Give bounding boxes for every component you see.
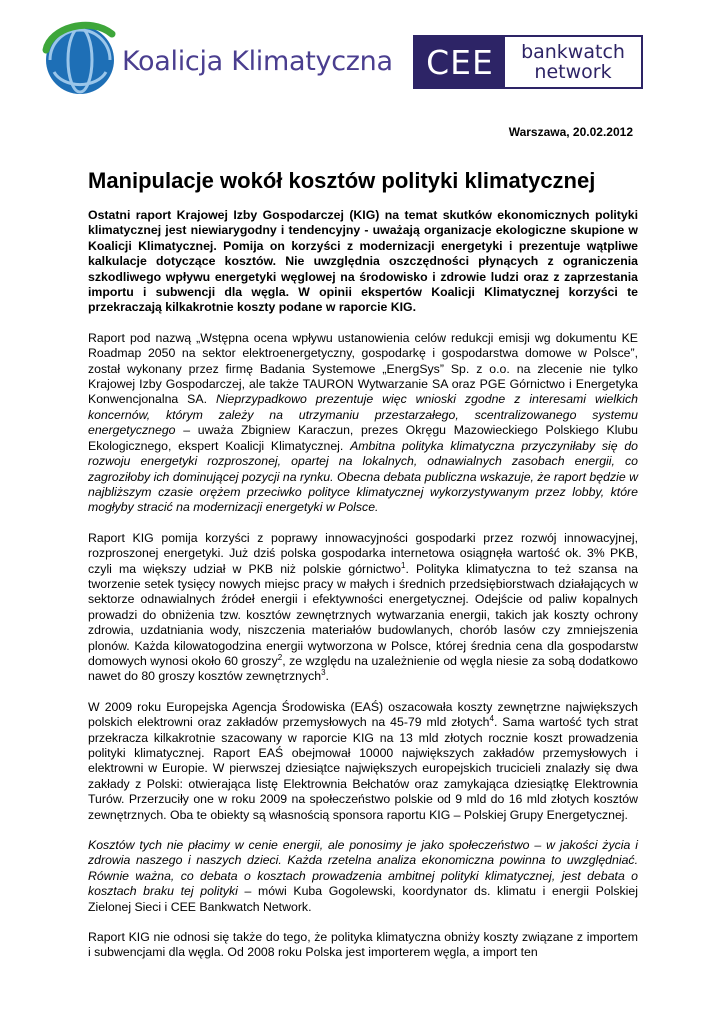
- paragraph-4: [88, 700, 638, 823]
- paragraph-4-text-b: . Sama wartość tych strat przekracza kilkakrotnie szacowany w raporcie KIG na 13 mld złotych rocznie koszt prowadzenia polityki klimatycznej. Raport EAŚ obejmował 10000 największych zakładów przemysłowych i elektrowni w Europie. W pierwszej dziesiątce największych europejskich trucicieli znalazły się dwa zakłady z Polski: otwierająca listę Elektrownia Bełchatów oraz zamykająca dziesiątkę Elektrownia Turów. Przerzuciły one w roku 2009 na społeczeństwo polskie od 9 mld do 16 mld złotych kosztów zewnętrznych. Oba te obiekty są własnością sponsora raportu KIG – Polskiej Grupy Energetycznej.: [88, 715, 638, 822]
- lead-paragraph: Ostatni raport Krajowej Izby Gospodarczej (KIG) na temat skutków ekonomicznych polityki klimatycznej jest niewiarygodny i tendencyjny - uważają organizacje ekologiczne skupione w Koalicji Klimatycznej. Pomija on korzyści z modernizacji energetyki i prezentuje wątpliwe kalkulacje dotyczące kosztów. Nie uwzględnia oszczędności płynących z ograniczenia szkodliwego wpływu energetyki węglowej na środowisko i zdrowie ludzi oraz z zaprzestania importu i subwencji dla węgla. W opinii ekspertów Koalicji Klimatycznej korzyści te przekraczają kilkakrotnie koszty podane w raporcie KIG.: [88, 208, 638, 315]
- paragraph-3-text-b: . Polityka klimatyczna to też szansa na tworzenie setek tysięcy nowych miejsc pracy w małych i średnich przedsiębiorstwach działających w sektorze odnawialnych źródeł energii i efektywności energetycznej. Odejście od paliw kopalnych prowadzi do obniżenia tzw. kosztów zewnętrznych wytwarzania energii, takich jak koszty ochrony zdrowia, uzdatniania wody, niszczenia materiałów budowlanych, chorób lasów czy zmniejszenia plonów. Każda kilowatogodzina energii wytworzona w Polsce, której średnia cena dla gospodarstw domowych wynosi około 60 groszy: [88, 561, 638, 668]
- footnote-ref-2[interactable]: 2: [277, 652, 283, 662]
- paragraph-2-text-a: Raport pod nazwą „Wstępna ocena wpływu ustanowienia celów redukcji emisji wg dokumentu KE Roadmap 2050 na sektor elektroenergetyczny, gospodarkę i gospodarstwa domowe w Polsce”, został wykonany przez firmę Badania Systemowe „EnergSys” Sp. z o.o. na zlecenie nie tylko Krajowej Izby Gospodarczej, ale także TAURON Wytwarzanie SA oraz PGE Górnictwo i Energetyka Konwencjonalna SA.: [88, 330, 638, 407]
- koalicja-klimatyczna-logo: [40, 20, 393, 100]
- logo-right-abbr: CEE: [415, 37, 505, 87]
- paragraph-2: [88, 331, 638, 516]
- paragraph-6: Raport KIG nie odnosi się także do tego, że polityka klimatyczna obniży koszty związane z importem i subwencjami dla węgla. Od 2008 roku Polska jest importerem węgla, a import ten: [88, 930, 638, 960]
- paragraph-3-text-a: Raport KIG pomija korzyści z poprawy innowacyjności gospodarki przez rozwój innowacyjnej, rozproszonej energetyki. Już dziś polska gospodarka internetowa osiągnęła wartość ok. 3% PKB, czyli ma większy udział w PKB niż polskie górnictwo: [88, 530, 638, 576]
- logo-left-text: Koalicja Klimatyczna: [122, 46, 393, 77]
- document-body: [88, 208, 638, 976]
- footnote-ref-3[interactable]: 3: [321, 668, 326, 678]
- paragraph-5: [88, 838, 638, 915]
- paragraph-2-text-b: – uważa Zbigniew Karaczun, prezes Okręgu Mazowieckiego Polskiego Klubu Ekologicznego, ekspert Koalicji Klimatycznej.: [88, 423, 638, 453]
- logo-right-line2: network: [534, 61, 612, 83]
- logo-right-line1: bankwatch: [521, 41, 625, 63]
- paragraph-2-quote-b: Ambitna polityka klimatyczna przyczyniłaby się do rozwoju energetyki rozproszonej, opartej na lokalnych, odnawialnych zasobach energii, co zagroziłoby ich dominującej pozycji na rynku. Obecna debata publiczna wskazuje, że raport będzie w najbliższym czasie orężem przeciwko polityce klimatycznej wykorzystywanym przez lobby, które mogłyby stracić na modernizacji energetyki w Polsce.: [88, 438, 638, 515]
- logo-right-wordmark: [505, 37, 641, 87]
- paragraph-5-quote: Kosztów tych nie płacimy w cenie energii, ale ponosimy je jako społeczeństwo – w jakości życia i zdrowia naszego i naszych dzieci. Każda rzetelna analiza ekonomiczna powinna to uwzględniać. Równie ważna, co debata o kosztach prowadzenia ambitnej polityki klimatycznej, jest debata o kosztach braku tej polityki: [88, 838, 638, 899]
- paragraph-3-text-d: .: [325, 669, 329, 684]
- document-date: Warszawa, 20.02.2012: [508, 125, 633, 139]
- footnote-ref-4[interactable]: 4: [489, 714, 494, 724]
- page-title: Manipulacje wokół kosztów polityki klimatycznej: [88, 168, 596, 193]
- cee-bankwatch-logo: [413, 35, 643, 89]
- paragraph-3-text-c: , ze względu na uzależnienie od węgla niesie za sobą dodatkowo nawet do 80 groszy kosztów zewnętrznych: [88, 653, 638, 684]
- globe-icon: [40, 20, 120, 100]
- footnote-ref-1[interactable]: 1: [401, 560, 406, 570]
- paragraph-4-text-a: W 2009 roku Europejska Agencja Środowiska (EAŚ) oszacowała koszty zewnętrzne największych polskich elektrowni oraz zakładów przemysłowych na 45-79 mld złotych: [88, 699, 638, 730]
- paragraph-2-quote-a: Nieprzypadkowo prezentuje więc wnioski zgodne z interesami wielkich koncernów, którym zależy na utrzymaniu przestarzałego, scentralizowanego systemu energetycznego: [88, 392, 638, 438]
- paragraph-3: [88, 531, 638, 685]
- paragraph-5-text: – mówi Kuba Gogolewski, koordynator ds. klimatu i energii Polskiej Zielonej Sieci i CEE Bankwatch Network.: [88, 884, 638, 914]
